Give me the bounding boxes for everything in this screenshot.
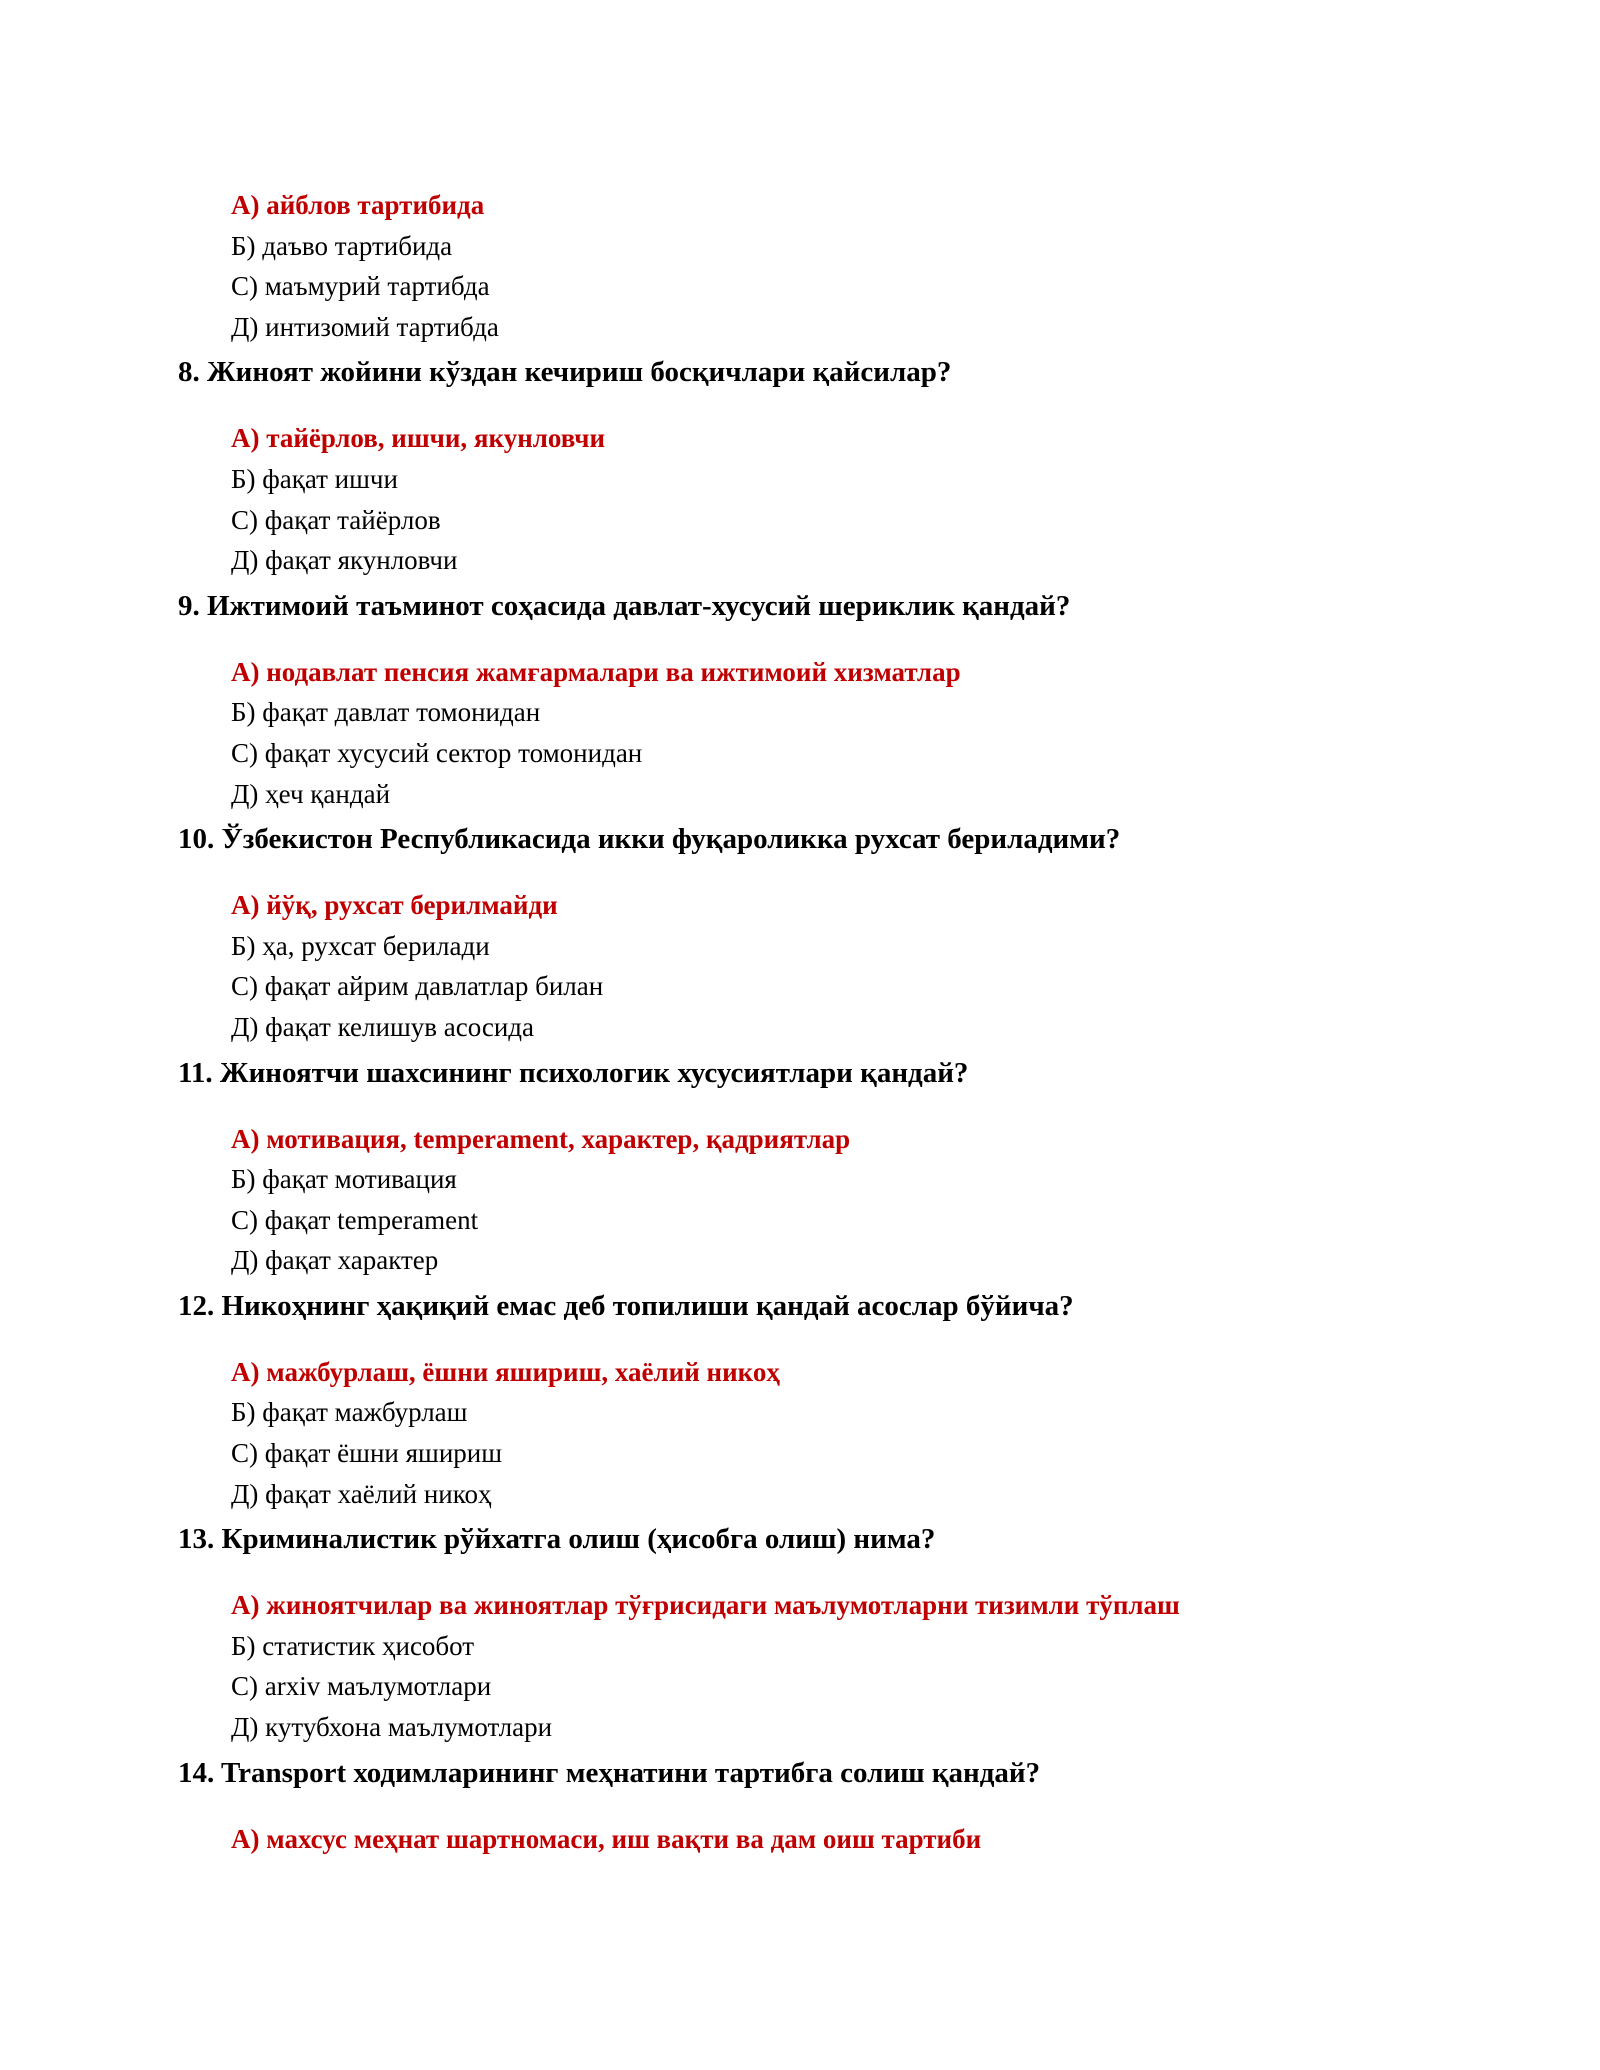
question-10: 10. Ўзбекистон Республикасида икки фуқароликка рухсат бериладими? (178, 823, 1121, 856)
answer-option-c: С) фақат айрим давлатлар билан (231, 971, 604, 1002)
answer-option-b: Б) фақат давлат томонидан (231, 697, 541, 728)
answer-option-d: Д) ҳеч қандай (231, 778, 391, 809)
answer-option-a-correct: А) мажбурлаш, ёшни яшириш, хаёлий никоҳ (231, 1356, 780, 1387)
answer-option-b: Б) фақат мажбурлаш (231, 1397, 468, 1428)
answer-option-d: Д) фақат келишув асосида (231, 1011, 535, 1042)
answer-option-a-correct: А) айблов тартибида (231, 190, 485, 220)
answer-option-d: Д) фақат характер (231, 1245, 439, 1276)
answer-option-c: С) фақат temperament (231, 1204, 479, 1235)
answer-option-a-correct: А) махсус меҳнат шартномаси, иш вақти ва дам оиш тартиби (231, 1823, 982, 1854)
answer-option-c: С) фақат хусусий сектор томонидан (231, 737, 643, 768)
answer-option-b: Б) фақат ишчи (231, 463, 398, 494)
question-14: 14. Transport ходимларининг меҳнатини тартибга солиш қандай? (178, 1756, 1041, 1789)
answer-option-b: Б) даъво тартибида (231, 230, 453, 261)
answer-option-c: С) arxiv маълумотлари (231, 1671, 492, 1702)
answer-option-c: С) фақат тайёрлов (231, 504, 441, 535)
answer-option-b: Б) фақат мотивация (231, 1164, 457, 1195)
answer-option-d: Д) интизомий тартибда (231, 311, 499, 342)
answer-option-d: Д) фақат хаёлий никоҳ (231, 1478, 492, 1509)
question-12: 12. Никоҳнинг ҳақиқий емас деб топилиши қандай асослар бўйича? (178, 1289, 1074, 1322)
answer-option-c: С) маъмурий тартибда (231, 271, 490, 302)
quiz-content (178, 185, 1468, 1859)
answer-option-b: Б) статистик ҳисобот (231, 1630, 475, 1661)
answer-option-d: Д) фақат якунловчи (231, 545, 458, 576)
answer-option-a-correct: А) йўқ, рухсат берилмайди (231, 890, 558, 921)
question-8: 8. Жиноят жойини кўздан кечириш босқичлари қайсилар? (178, 356, 952, 389)
question-11: 11. Жиноятчи шахсининг психологик хусусиятлари қандай? (178, 1056, 969, 1089)
answer-option-a-correct: А) нодавлат пенсия жамғармалари ва ижтимоий хизматлар (231, 656, 961, 687)
answer-option-a-correct: А) тайёрлов, ишчи, якунловчи (231, 423, 606, 454)
answer-option-a-correct: А) жиноятчилар ва жиноятлар тўғрисидаги маълумотларни тизимли тўплаш (231, 1590, 1180, 1621)
question-13: 13. Криминалистик рўйхатга олиш (ҳисобга олиш) нима? (178, 1523, 936, 1556)
answer-option-d: Д) кутубхона маълумотлари (231, 1712, 553, 1743)
answer-option-c: С) фақат ёшни яшириш (231, 1438, 503, 1469)
answer-option-b: Б) ҳа, рухсат берилади (231, 930, 490, 961)
question-9: 9. Ижтимоий таъминот соҳасида давлат-хусусий шериклик қандай? (178, 589, 1071, 622)
answer-option-a-correct: А) мотивация, temperament, характер, қадриятлар (231, 1123, 851, 1154)
